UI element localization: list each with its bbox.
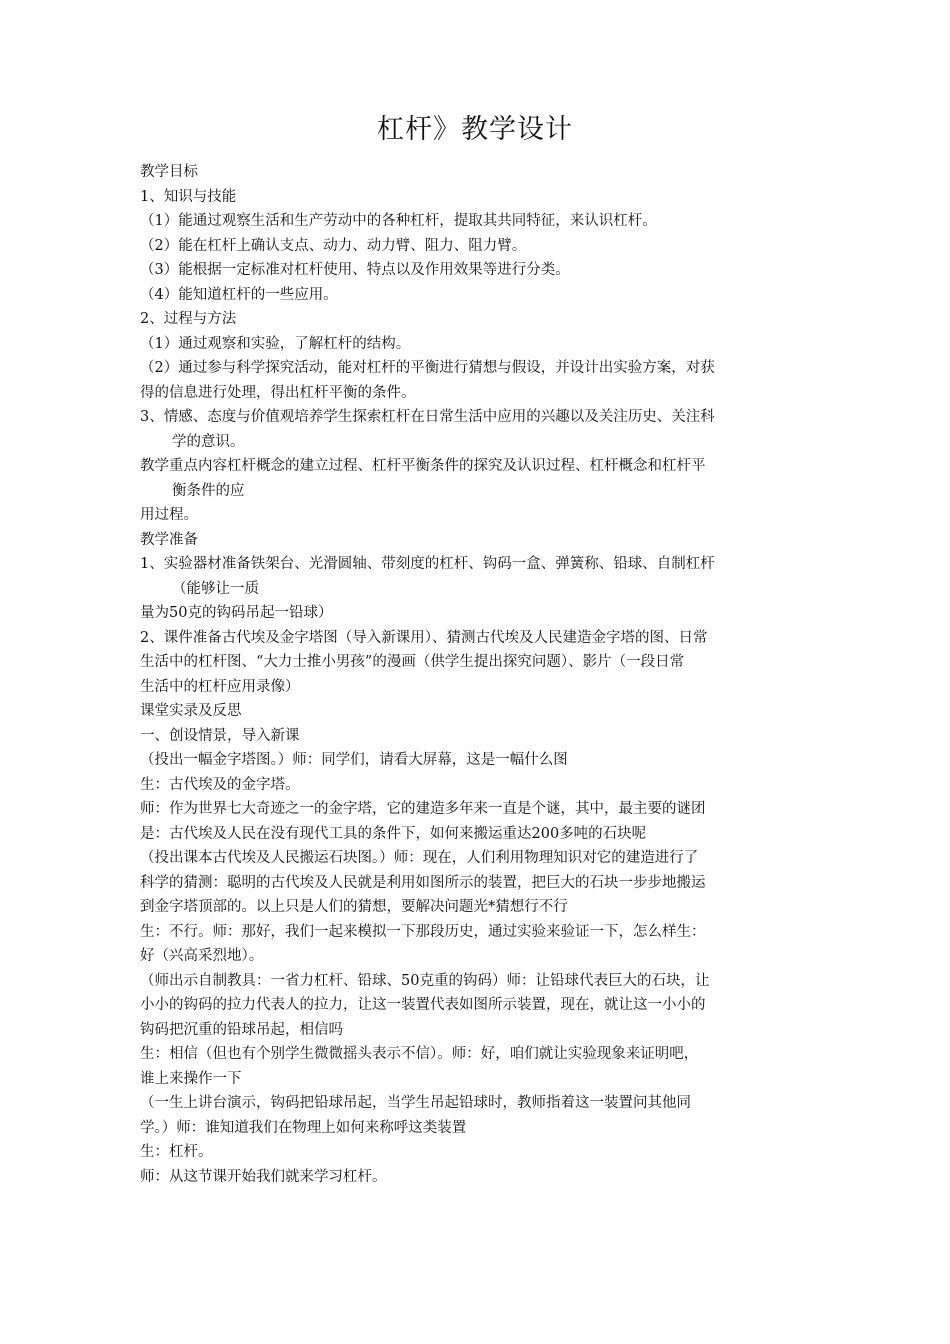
text-line: （1）能通过观察生活和生产劳动中的各种杠杆，提取其共同特征，来认识杠杆。 bbox=[140, 213, 657, 229]
text-line: 科学的猜测：聪明的古代埃及人民就是利用如图所示的装置，把巨大的石块一步步地搬运 bbox=[140, 874, 706, 891]
text-line: （3）能根据一定标准对杠杆使用、特点以及作用效果等进行分类。 bbox=[140, 262, 570, 278]
text-line: 用过程。 bbox=[140, 507, 198, 523]
text-line: 是：古代埃及人民在没有现代工具的条件下，如何来搬运重达200多吨的石块呢 bbox=[140, 825, 647, 842]
text-line: （2）通过参与科学探究活动，能对杠杆的平衡进行猜想与假设，并设计出实验方案，对获 bbox=[140, 360, 715, 376]
text-line: 衡条件的应 bbox=[172, 482, 245, 499]
text-line: 量为50克的钩码吊起一铅球） bbox=[140, 605, 333, 621]
text-line: 1、实验器材准备铁架台、光滑圆轴、带刻度的杠杆、钩码一盒、弹簧称、铅球、自制杠杆 bbox=[140, 556, 715, 572]
text-line: 钩码把沉重的铅球吊起，相信吗 bbox=[140, 1021, 343, 1038]
text-line: 学的意识。 bbox=[172, 433, 245, 450]
text-line: 师：作为世界七大奇迹之一的金字塔，它的建造多年来一直是个谜，其中，最主要的谜团 bbox=[140, 801, 706, 817]
text-line: 生活中的杠杆图、“大力士推小男孩”的漫画（供学生提出探究问题）、影片（一段日常 bbox=[140, 654, 685, 670]
text-line: 生：杠杆。 bbox=[140, 1144, 213, 1160]
text-line: 好（兴高采烈地）。 bbox=[140, 948, 264, 964]
text-line: （能够让一质 bbox=[172, 580, 259, 597]
subheading-process-method: 2、过程与方法 bbox=[140, 311, 237, 327]
text-line: （师出示自制教具：一省力杠杆、铅球、50克重的钩码）师：让铅球代表巨大的石块，让 bbox=[140, 972, 710, 989]
text-line: （投出课本古代埃及人民搬运石块图。）师：现在，人们利用物理知识对它的建造进行了 bbox=[140, 850, 699, 866]
document-body bbox=[140, 160, 816, 1189]
text-line: （1）通过观察和实验，了解杠杆的结构。 bbox=[140, 335, 411, 352]
document-title: 杠杆》教学设计 bbox=[377, 114, 573, 145]
text-line: （投出一幅金字塔图。）师：同学们，请看大屏幕，这是一幅什么图 bbox=[140, 752, 568, 768]
section-heading-preparation: 教学准备 bbox=[140, 531, 198, 548]
section-heading-classroom-record: 课堂实录及反思 bbox=[140, 703, 242, 719]
text-line: 小小的钩码的拉力代表人的拉力，让这一装置代表如图所示装置，现在，就让这一小小的 bbox=[140, 997, 706, 1013]
text-line: 生活中的杠杆应用录像） bbox=[140, 678, 300, 695]
text-line-key-points: 教学重点内容杠杆概念的建立过程、杠杆平衡条件的探究及认识过程、杠杆概念和杠杆平 bbox=[140, 458, 706, 474]
subheading-knowledge-skills: 1、知识与技能 bbox=[140, 188, 237, 205]
text-line: （2）能在杠杆上确认支点、动力、动力臂、阻力、阻力臂。 bbox=[140, 237, 527, 254]
text-line: 到金字塔顶部的。以上只是人们的猜想，要解决问题光*猜想行不行 bbox=[140, 899, 568, 915]
text-line: 生：不行。师：那好，我们一起来模拟一下那段历史，通过实验来验证一下，怎么样生： bbox=[140, 923, 706, 940]
text-line: 学。）师：谁知道我们在物理上如何来称呼这类装置 bbox=[140, 1119, 467, 1136]
text-line: （4）能知道杠杆的一些应用。 bbox=[140, 286, 338, 303]
text-line: 师：从这节课开始我们就来学习杠杆。 bbox=[140, 1168, 387, 1185]
text-line: 谁上来操作一下 bbox=[140, 1070, 242, 1087]
section-heading-objectives: 教学目标 bbox=[140, 164, 198, 180]
subheading-attitude-values: 3、情感、态度与价值观培养学生探索杠杆在日常生活中应用的兴趣以及关注历史、关注科 bbox=[140, 409, 715, 425]
subheading-intro: 一、创设情景，导入新课 bbox=[140, 727, 300, 744]
text-line: 生：古代埃及的金字塔。 bbox=[140, 776, 300, 793]
text-line: （一生上讲台演示，钩码把铅球吊起，当学生吊起铅球时，教师指着这一装置问其他同 bbox=[140, 1095, 691, 1111]
text-line: 得的信息进行处理，得出杠杆平衡的条件。 bbox=[140, 384, 416, 401]
text-line: 生：相信（但也有个别学生微微摇头表示不信）。师：好，咱们就让实验现象来证明吧， bbox=[140, 1046, 699, 1062]
text-line: 2、课件准备古代埃及金字塔图（导入新课用）、猜测古代埃及人民建造金字塔的图、日常 bbox=[140, 629, 708, 646]
